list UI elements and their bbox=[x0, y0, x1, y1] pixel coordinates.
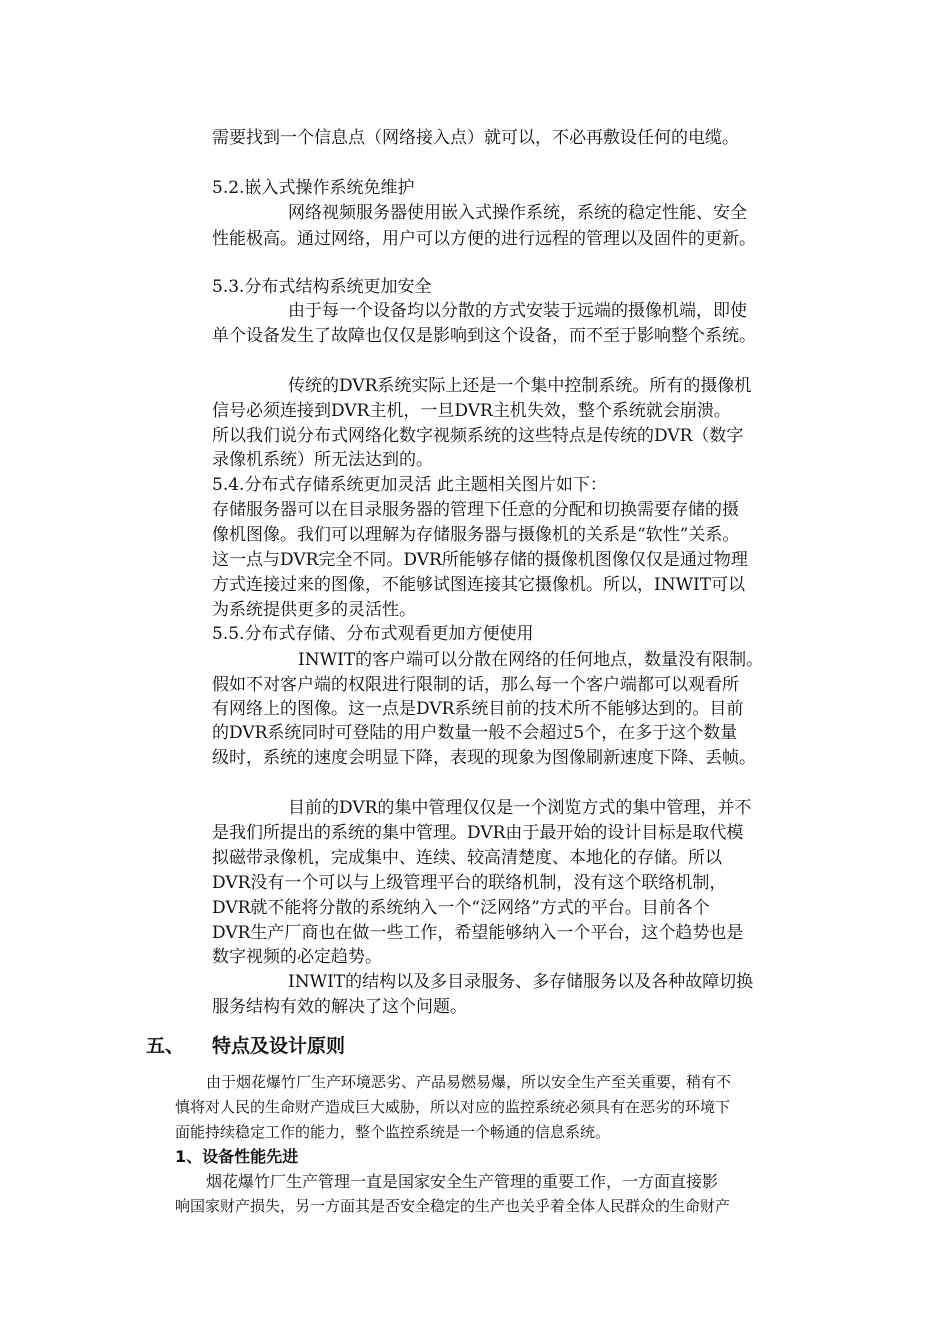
paragraph-line: 传统的DVR系统实际上还是一个集中控制系统。所有的摄像机 bbox=[288, 376, 752, 396]
paragraph-line: DVR生产厂商也在做一些工作，希望能够纳入一个平台，这个趋势也是 bbox=[212, 923, 744, 943]
paragraph-line: 的DVR系统同时可登陆的用户数量一般不会超过5个，在多于这个数量 bbox=[212, 723, 738, 743]
paragraph-line: 需要找到一个信息点（网络接入点）就可以，不必再敷设任何的电缆。 bbox=[212, 128, 739, 148]
paragraph-line: 所以我们说分布式网络化数字视频系统的这些特点是传统的DVR（数字 bbox=[212, 426, 744, 446]
paragraph-line: 存储服务器可以在目录服务器的管理下任意的分配和切换需要存储的摄 bbox=[212, 500, 739, 520]
section-heading-5-2: 5.2.嵌入式操作系统免维护 bbox=[212, 178, 415, 198]
paragraph-line: 有网络上的图像。这一点是DVR系统目前的技术所不能够达到的。目前 bbox=[212, 699, 744, 719]
paragraph-line: 像机图像。我们可以理解为存储服务器与摄像机的关系是“软性”关系。 bbox=[212, 525, 740, 545]
section-heading-5-4: 5.4.分布式存储系统更加灵活 此主题相关图片如下： bbox=[212, 475, 607, 495]
paragraph-line: 为系统提供更多的灵活性。 bbox=[212, 600, 416, 620]
paragraph-line: 这一点与DVR完全不同。DVR所能够存储的摄像机图像仅仅是通过物理 bbox=[212, 550, 748, 570]
chapter-number: 五、 bbox=[146, 1035, 185, 1057]
paragraph-line: INWIT的结构以及多目录服务、多存储服务以及各种故障切换 bbox=[288, 972, 754, 992]
paragraph-line: 级时，系统的速度会明显下降，表现的现象为图像刷新速度下降、丢帧。 bbox=[212, 748, 756, 768]
section-heading-5-5: 5.5.分布式存储、分布式观看更加方便使用 bbox=[212, 624, 534, 644]
paragraph-line: 慎将对人民的生命财产造成巨大威胁，所以对应的监控系统必须具有在恶劣的环境下 bbox=[175, 1098, 731, 1116]
paragraph-line: 数字视频的必定趋势。 bbox=[212, 947, 382, 967]
paragraph-line: 单个设备发生了故障也仅仅是影响到这个设备，而不至于影响整个系统。 bbox=[212, 326, 756, 346]
paragraph-line: 是我们所提出的系统的集中管理。DVR由于最开始的设计目标是取代模 bbox=[212, 823, 744, 843]
paragraph-line: 响国家财产损失，另一方面其是否安全稳定的生产也关乎着全体人民群众的生命财产 bbox=[175, 1197, 731, 1215]
paragraph-line: 由于烟花爆竹厂生产环境恶劣、产品易燃易爆，所以安全生产至关重要，稍有不 bbox=[206, 1073, 732, 1091]
paragraph-line: 网络视频服务器使用嵌入式操作系统，系统的稳定性能、安全 bbox=[288, 203, 747, 223]
paragraph-line: 信号必须连接到DVR主机，一旦DVR主机失效，整个系统就会崩溃。 bbox=[212, 401, 731, 421]
paragraph-line: 由于每一个设备均以分散的方式安装于远端的摄像机端，即使 bbox=[288, 301, 747, 321]
paragraph-line: 目前的DVR的集中管理仅仅是一个浏览方式的集中管理，并不 bbox=[288, 798, 752, 818]
paragraph-line: 面能持续稳定工作的能力，整个监控系统是一个畅通的信息系统。 bbox=[175, 1123, 611, 1141]
paragraph-line: 烟花爆竹厂生产管理一直是国家安全生产管理的重要工作，一方面直接影 bbox=[206, 1172, 719, 1191]
paragraph-line: 假如不对客户端的权限进行限制的话，那么每一个客户端都可以观看所 bbox=[212, 675, 739, 695]
paragraph-line: 拟磁带录像机，完成集中、连续、较高清楚度、本地化的存储。所以 bbox=[212, 848, 722, 868]
subsection-heading: 1、设备性能先进 bbox=[175, 1147, 299, 1166]
paragraph-line: 方式连接过来的图像，不能够试图连接其它摄像机。所以，INWIT可以 bbox=[212, 575, 746, 595]
paragraph-line: DVR没有一个可以与上级管理平台的联络机制，没有这个联络机制， bbox=[212, 873, 727, 893]
section-heading-5-3: 5.3.分布式结构系统更加安全 bbox=[212, 277, 432, 297]
paragraph-line: INWIT的客户端可以分散在网络的任何地点，数量没有限制。 bbox=[298, 650, 764, 670]
paragraph-line: 录像机系统）所无法达到的。 bbox=[212, 450, 433, 470]
chapter-title: 特点及设计原则 bbox=[212, 1035, 346, 1057]
paragraph-line: 性能极高。通过网络，用户可以方便的进行远程的管理以及固件的更新。 bbox=[212, 229, 756, 249]
paragraph-line: 服务结构有效的解决了这个问题。 bbox=[212, 997, 467, 1017]
paragraph-line: DVR就不能将分散的系统纳入一个“泛网络”方式的平台。目前各个 bbox=[212, 898, 710, 918]
